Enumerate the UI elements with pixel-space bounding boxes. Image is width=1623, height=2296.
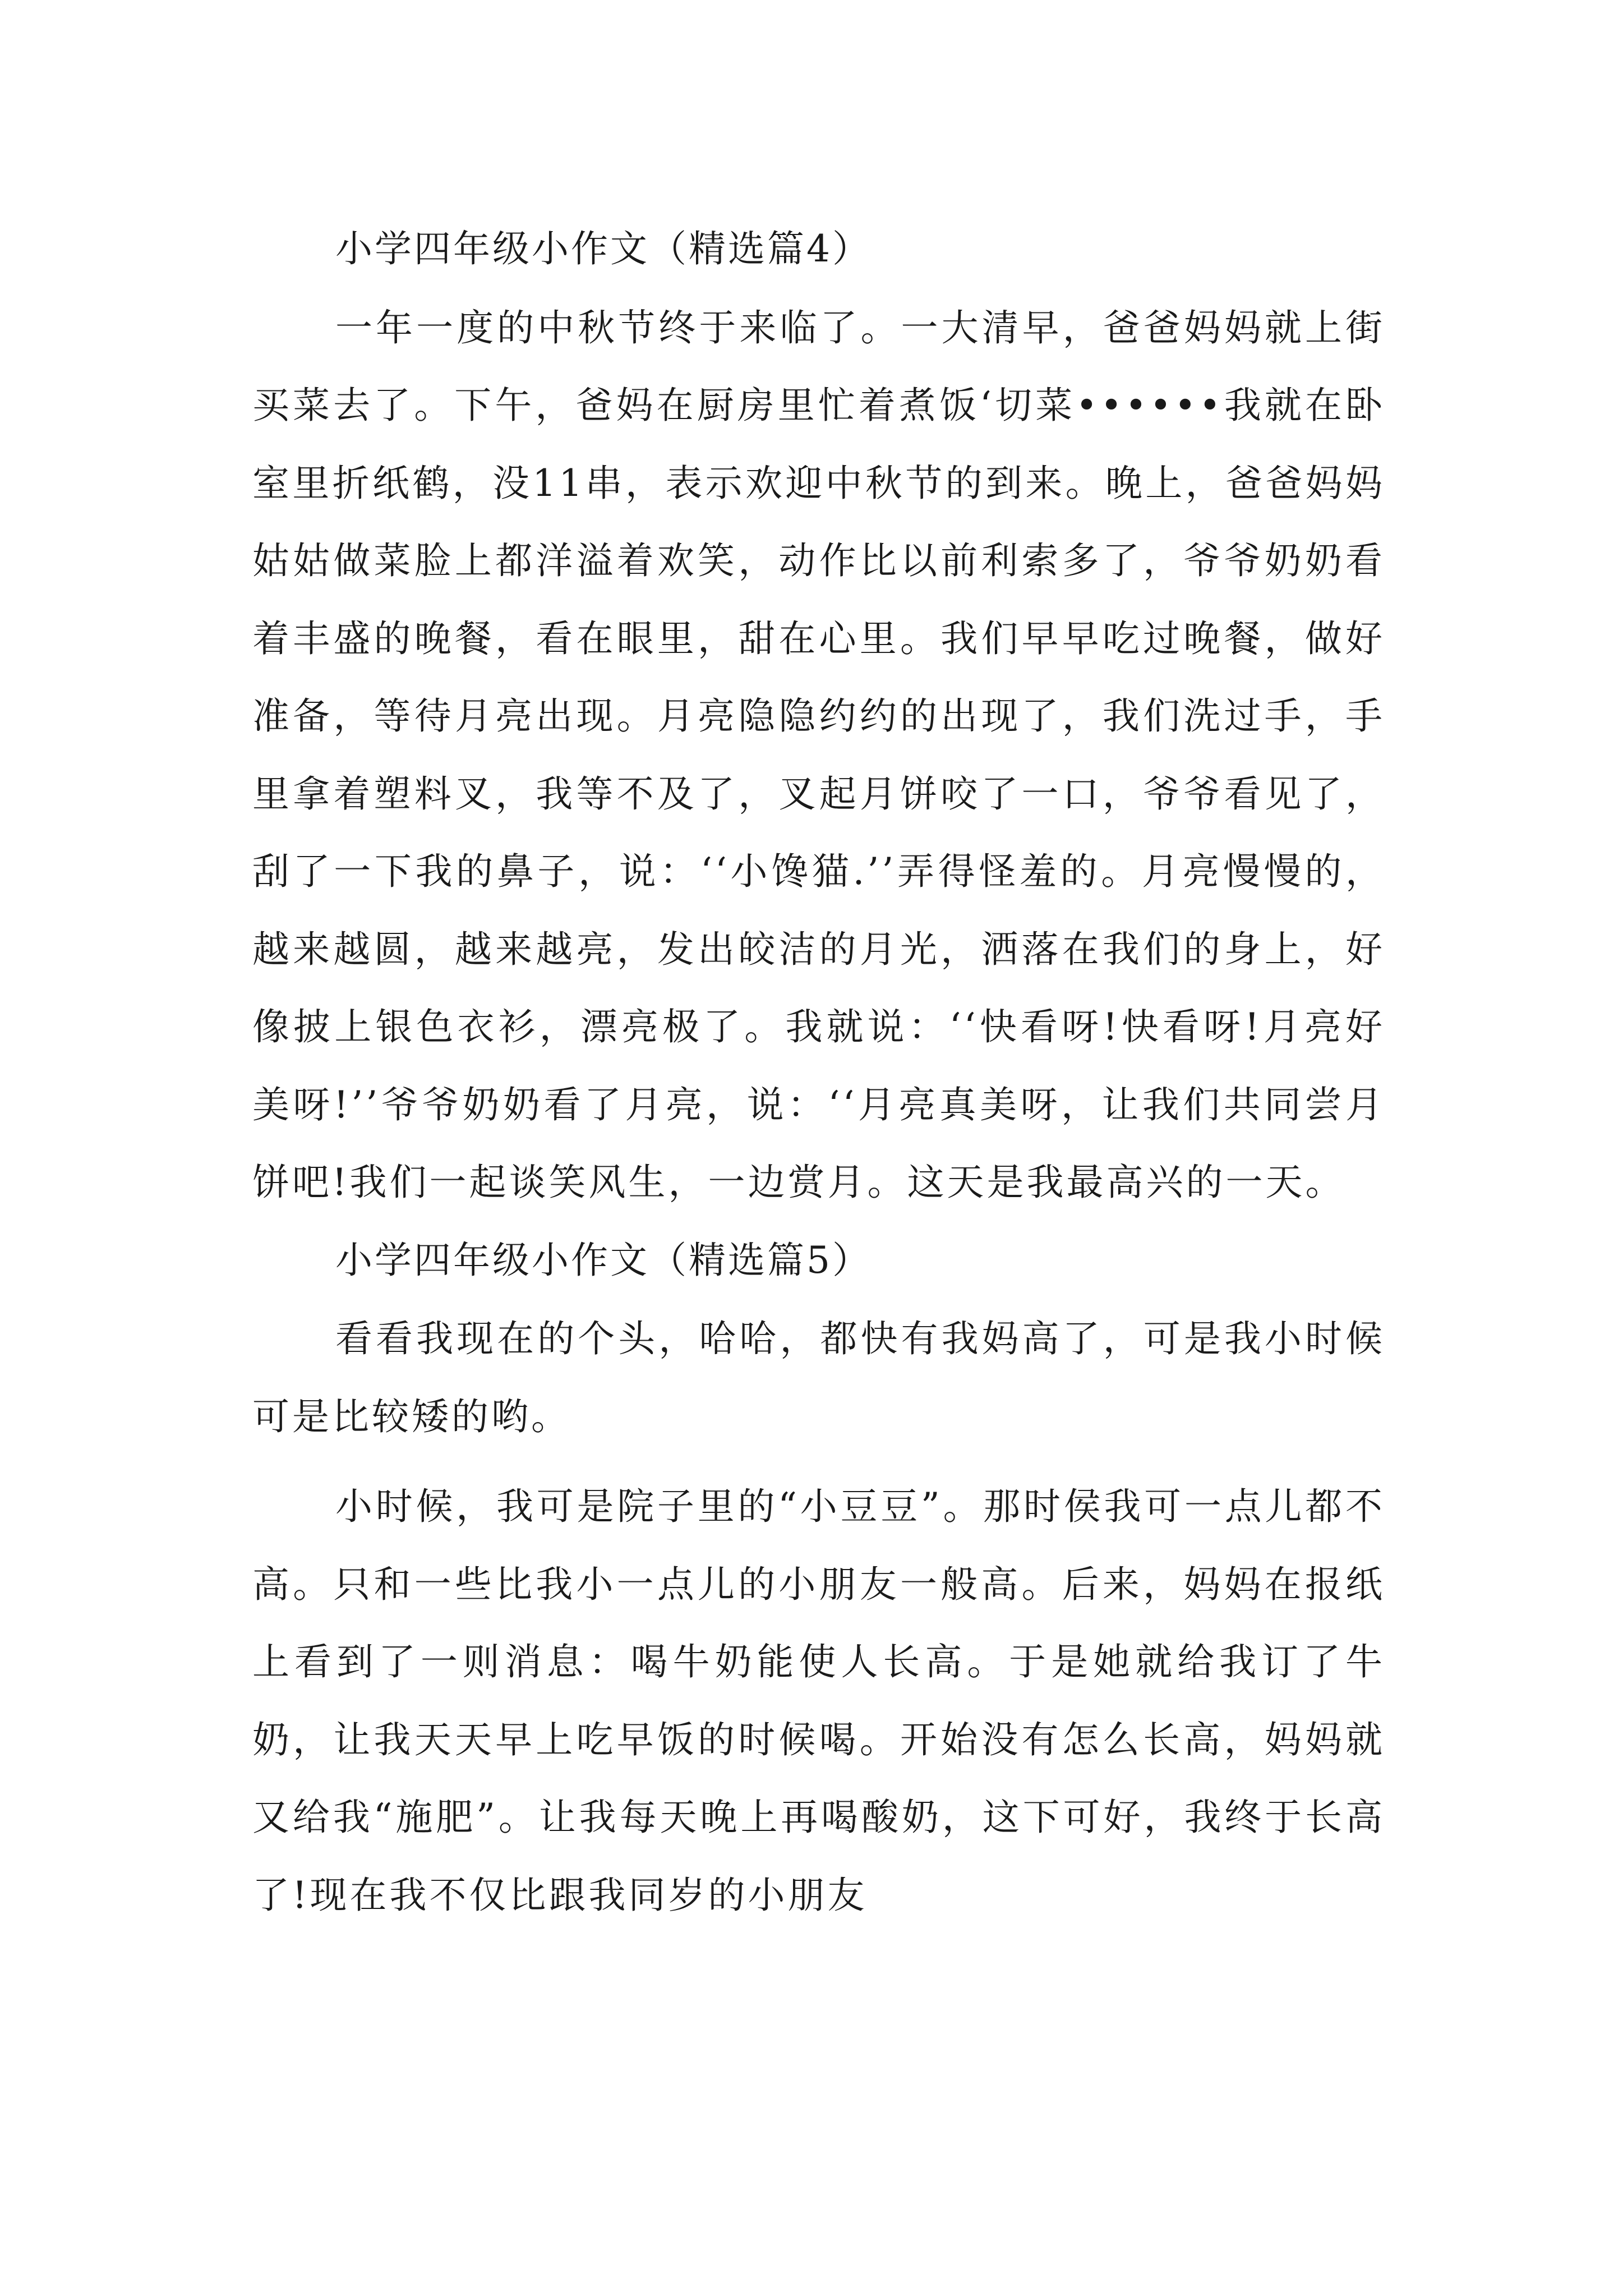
section-heading-4: 小学四年级小作文（精选篇4） [335, 227, 872, 270]
essay-5-paragraph-2: 小时候，我可是院子里的“小豆豆”。那时侯我可一点儿都不高。只和一些比我小一点儿的小朋友一般高。后来，妈妈在报纸上看到了一则消息：喝牛奶能使人长高。于是她就给我订了牛奶，让我天天早上吃早饭的时候喝。开始没有怎么长高，妈妈就又给我“施肥”。让我每天晚上再喝酸奶，这下可好，我终于长高了!现在我不仅比跟我同岁的小朋友 [252, 1485, 1385, 1917]
section-heading-5: 小学四年级小作文（精选篇5） [335, 1238, 872, 1282]
essay-4-paragraph: 一年一度的中秋节终于来临了。一大清早，爸爸妈妈就上街买菜去了。下午，爸妈在厨房里忙着煮饭‘切菜••••••我就在卧室里折纸鹤，没11串，表示欢迎中秋节的到来。晚上，爸爸妈妈姑姑做菜脸上都洋溢着欢笑，动作比以前利索多了，爷爷奶奶看着丰盛的晚餐，看在眼里，甜在心里。我们早早吃过晚餐，做好准备，等待月亮出现。月亮隐隐约约的出现了，我们洗过手，手里拿着塑料叉，我等不及了，叉起月饼咬了一口，爷爷看见了，刮了一下我的鼻子，说：‘‘小馋猫.’’弄得怪羞的。月亮慢慢的，越来越圆，越来越亮，发出皎洁的月光，洒落在我们的身上，好像披上银色衣衫，漂亮极了。我就说：‘‘快看呀!快看呀!月亮好美呀!’’爷爷奶奶看了月亮，说：‘‘月亮真美呀，让我们共同尝月饼吧!我们一起谈笑风生，一边赏月。这天是我最高兴的一天。 [252, 306, 1385, 1204]
document-body [252, 210, 1385, 1934]
essay-5-paragraph-1: 看看我现在的个头，哈哈，都快有我妈高了，可是我小时候可是比较矮的哟。 [252, 1317, 1385, 1438]
